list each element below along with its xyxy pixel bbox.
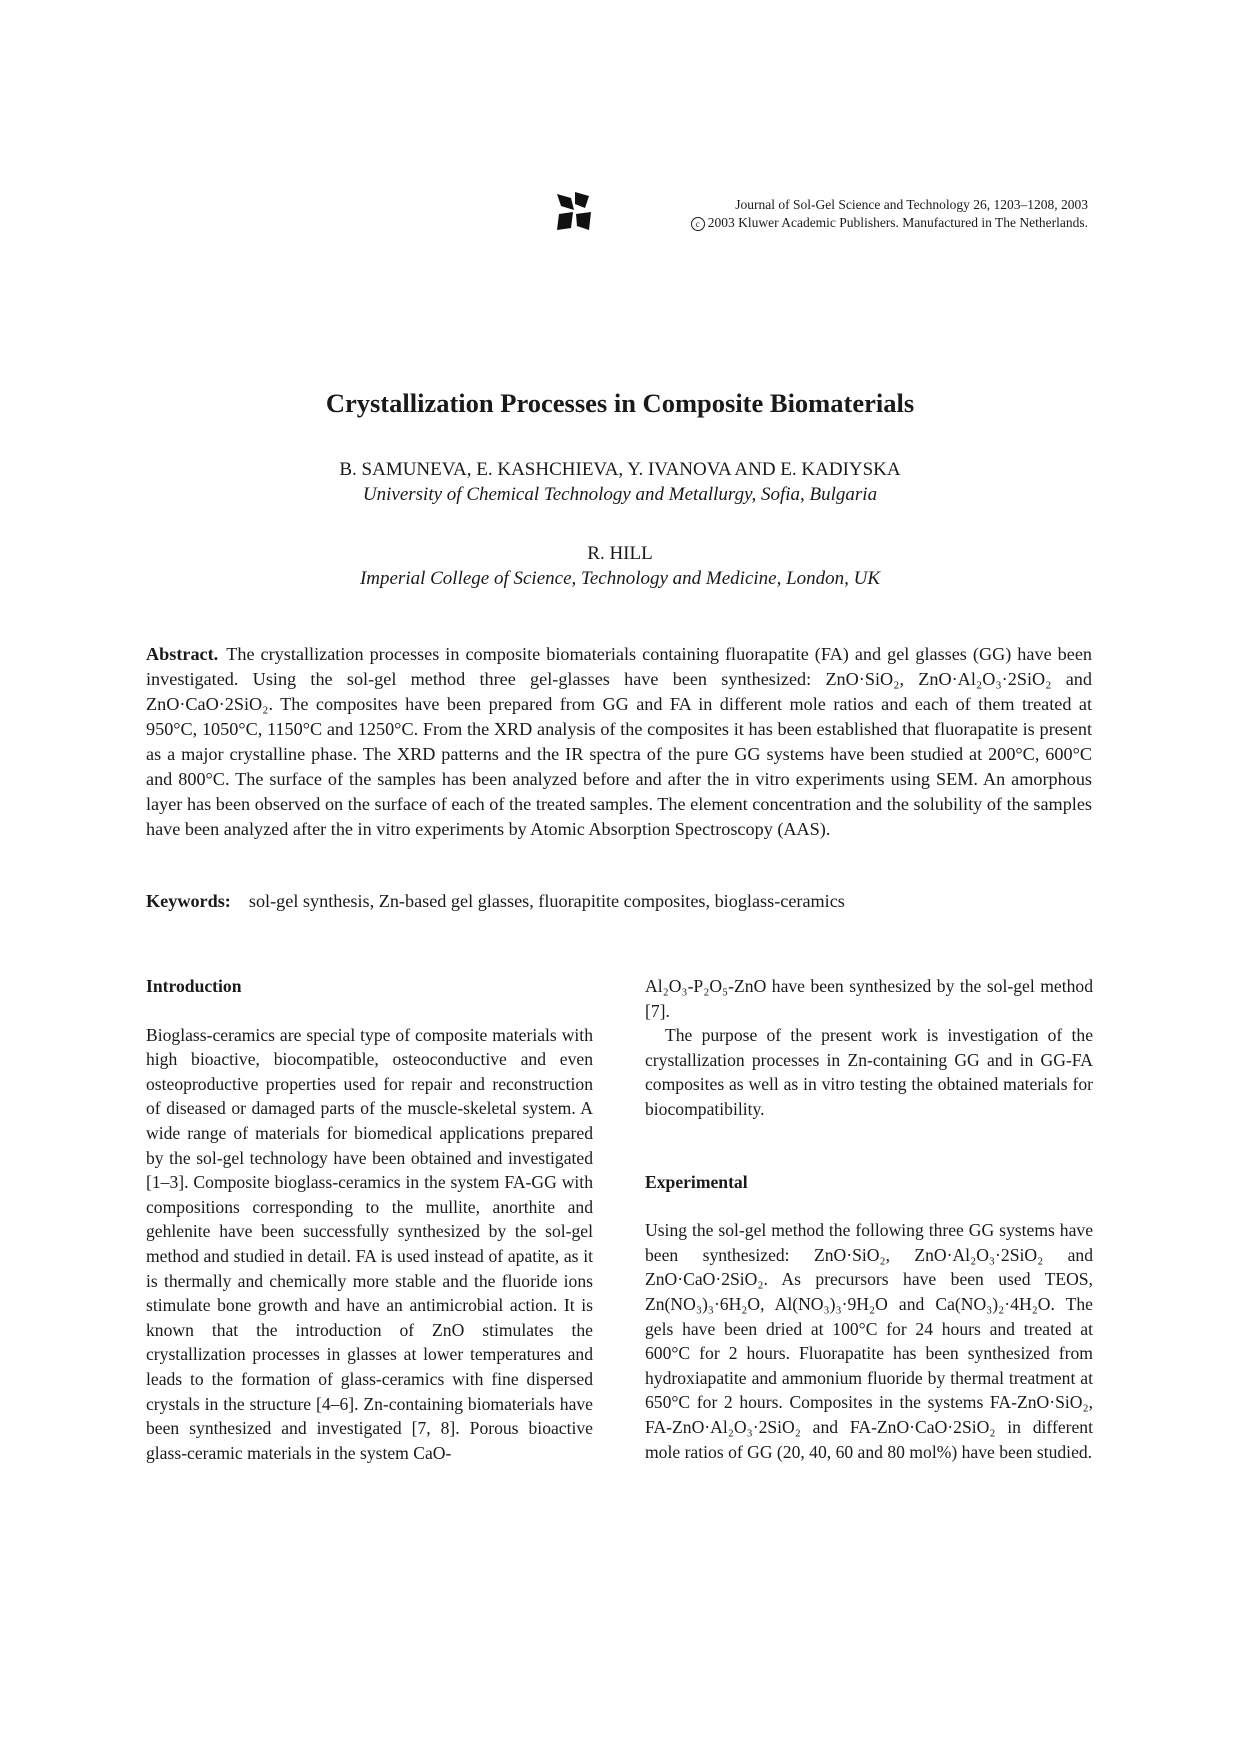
- left-column: [146, 974, 593, 1465]
- experimental-heading: Experimental: [645, 1171, 748, 1192]
- publisher-logo-icon: [555, 190, 593, 234]
- keywords-label: Keywords:: [146, 891, 231, 911]
- copyright-text: 2003 Kluwer Academic Publishers. Manufactured in The Netherlands.: [707, 215, 1088, 230]
- paper-title: Crystallization Processes in Composite Biomaterials: [325, 388, 915, 418]
- experimental-paragraph: Using the sol-gel method the following three GG systems have been synthesized: ZnO·SiO₂, ZnO·Al₂O₃·2SiO₂ and ZnO·CaO·2SiO₂. As precursors have been used TEOS, Zn(NO₃)₃·6H₂O, Al(NO₃)₃·9H₂O and Ca(NO₃)₂·4H₂O. The gels have been dried at 100°C for 24 hours and treated at 600°C for 2 hours. Fluorapatite has been synthesized from hydroxiapatite and ammonium fluoride by thermal treatment at 650°C for 2 hours. Composites in the systems FA-ZnO·SiO₂, FA-ZnO·Al₂O₃·2SiO₂ and FA-ZnO·CaO·2SiO₂ in different mole ratios of GG (20, 40, 60 and 80 mol%) have been studied.: [645, 1220, 1093, 1462]
- introduction-paragraph-2: The purpose of the present work is investigation of the crystallization processes in Zn-containing GG and in GG-FA composites as well as in vitro testing the obtained materials for biocompatibility.: [645, 1025, 1093, 1119]
- journal-header: [555, 188, 1088, 238]
- author-list-2: R. HILL: [587, 543, 653, 564]
- copyright-icon: c: [691, 217, 705, 231]
- introduction-paragraph: Bioglass-ceramics are special type of composite materials with high bioactive, biocompatible, osteoconductive and even osteoproductive properties used for repair and reconstruction of diseased or damaged parts of the muscle-skeletal system. A wide range of materials for biomedical applications prepared by the sol-gel technology have been obtained and investigated [1–3]. Composite bioglass-ceramics in the system FA-GG with compositions corresponding to the mullite, anorthite and gehlenite have been successfully synthesized by the sol-gel method and studied in detail. FA is used instead of apatite, as it is thermally and chemically more stable and the fluoride ions stimulate bone growth and have an antimicrobial action. It is known that the introduction of ZnO stimulates the crystallization processes in glasses at lower temperatures and leads to the formation of glass-ceramics with fine dispersed crystals in the structure [4–6]. Zn-containing biomaterials have been synthesized and investigated [7, 8]. Porous bioactive glass-ceramic materials in the system CaO-: [146, 1024, 593, 1463]
- keywords: [146, 891, 1092, 912]
- abstract-text: The crystallization processes in composite biomaterials containing fluorapatite (FA) and gel glasses (GG) have been investigated. Using the sol-gel method three gel-glasses have been synthesized: ZnO·SiO₂, ZnO·Al₂O₃·2SiO₂ and ZnO·CaO·2SiO₂. The composites have been prepared from GG and FA in different mole ratios and each of them treated at 950°C, 1050°C, 1150°C and 1250°C. From the XRD analysis of the composites it has been established that fluorapatite is present as a major crystalline phase. The XRD patterns and the IR spectra of the pure GG systems have been studied at 200°C, 600°C and 800°C. The surface of the samples has been analyzed before and after the in vitro experiments using SEM. An amorphous layer has been observed on the surface of each of the treated samples. The element concentration and the solubility of the samples have been analyzed after the in vitro experiments by Atomic Absorption Spectroscopy (AAS).: [146, 644, 1092, 839]
- affiliation-2: Imperial College of Science, Technology and Medicine, London, UK: [359, 568, 881, 589]
- abstract-label: Abstract.: [146, 644, 219, 664]
- author-list-1: B. SAMUNEVA, E. KASHCHIEVA, Y. IVANOVA AND E. KADIYSKA: [339, 459, 901, 480]
- journal-citation: Journal of Sol-Gel Science and Technology 26, 1203–1208, 2003: [735, 197, 1088, 212]
- introduction-heading: Introduction: [146, 976, 242, 996]
- right-column: [645, 974, 1093, 1464]
- keywords-text: sol-gel synthesis, Zn-based gel glasses, fluorapitite composites, bioglass-ceramics: [248, 891, 845, 911]
- affiliation-1: University of Chemical Technology and Metallurgy, Sofia, Bulgaria: [362, 484, 878, 505]
- copyright-line: [691, 214, 1088, 232]
- introduction-continuation: Al₂O₃-P₂O₅-ZnO have been synthesized by the sol-gel method [7].: [645, 976, 1093, 1021]
- abstract: [146, 642, 1092, 842]
